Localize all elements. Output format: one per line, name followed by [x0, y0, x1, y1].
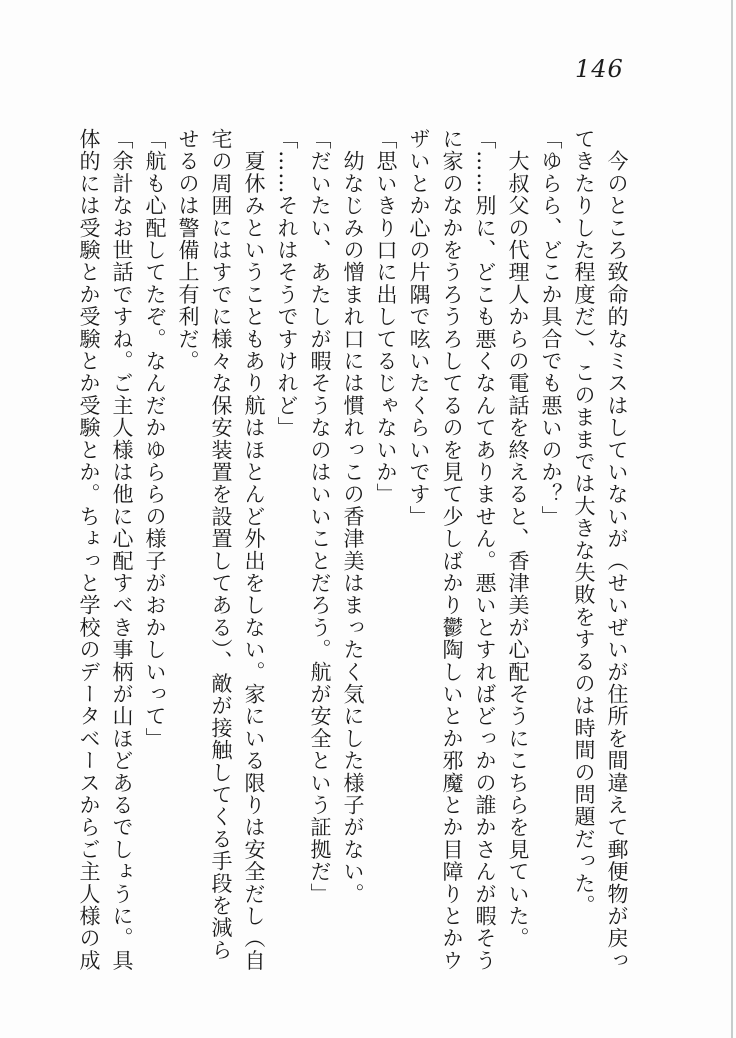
- text-line: てきたりした程度だ）、このままでは大きな失敗をするのは時間の問題だった。: [572, 128, 596, 917]
- text-line: 「思いきり口に出してるじゃないか」: [374, 128, 398, 506]
- text-line: 大叔父の代理人からの電話を終えると、香津美が心配そうにこちらを見ていた。: [506, 128, 530, 950]
- text-line: 「……それはそうですけれど」: [275, 128, 299, 439]
- text-line: せるのは警備上有利だ。: [176, 128, 200, 373]
- text-line: ザいとか心の片隅で呟いたくらいです」: [407, 128, 431, 528]
- text-line: 今のところ致命的なミスはしていないが（せいぜいが住所を間違えて郵便物が戻っ: [605, 128, 629, 972]
- body-text: [72, 128, 633, 986]
- text-line: 「ゆらら、どこか具合でも悪いのか？」: [539, 128, 563, 528]
- page-number: 146: [575, 55, 624, 83]
- text-line: 幼なじみの憎まれ口には慣れっこの香津美はまったく気にした様子がない。: [341, 128, 365, 905]
- text-line: 宅の周囲にはすでに様々な保安装置を設置してある）、敵が接触してくる手段を減ら: [209, 128, 233, 962]
- text-line: 夏休みということもあり航はほとんど外出をしない。家にいる限りは安全だし（自: [242, 128, 266, 972]
- text-line: 体的には受験とか受験とか受験とか。ちょっと学校のデータベースからご主人様の成: [77, 128, 101, 972]
- text-line: 「……別に、どこも悪くなんてありません。悪いとすればどっかの誰かさんが暇そう: [473, 128, 497, 972]
- page-edge-line: [731, 0, 733, 1038]
- text-line: に家のなかをうろうろしてるのを見て少しばかり鬱陶しいとか邪魔とか目障りとかウ: [440, 128, 464, 972]
- text-line: 「航も心配してたぞ。なんだかゆららの様子がおかしいって」: [143, 128, 167, 750]
- text-line: 「余計なお世話ですね。ご主人様は他に心配すべき事柄が山ほどあるでしょうに。具: [110, 128, 134, 972]
- text-line: 「だいたい、あたしが暇そうなのはいいことだろう。航が安全という証拠だ」: [308, 128, 332, 905]
